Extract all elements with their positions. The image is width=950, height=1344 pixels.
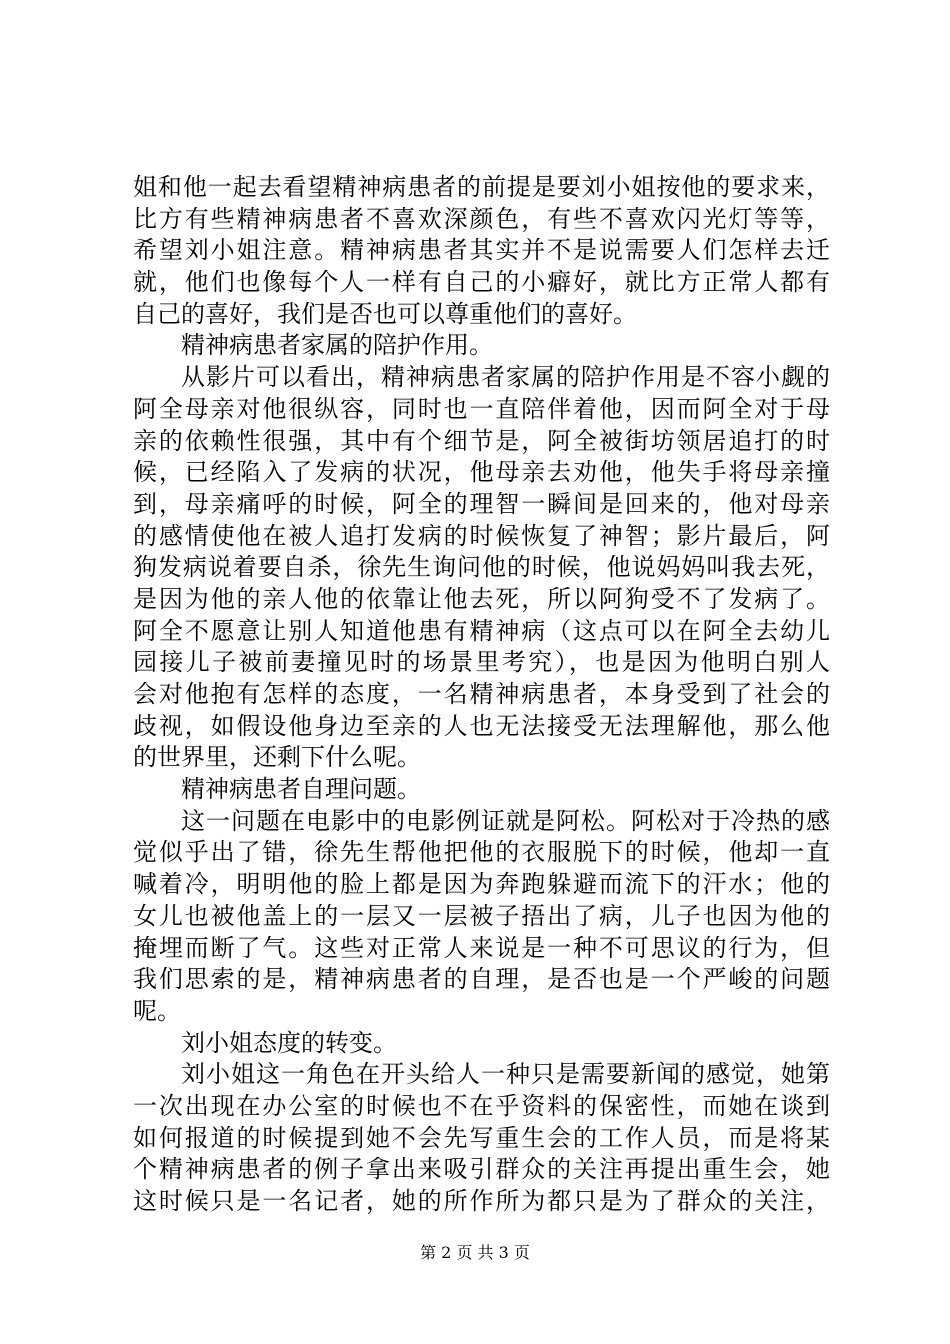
text-line: 姐和他一起去看望精神病患者的前提是要刘小姐按他的要求来，: [133, 173, 830, 201]
text-line: 就，他们也像每个人一样有自己的小癖好，就比方正常人都有: [133, 268, 830, 297]
text-line: 从影片可以看出，精神病患者家属的陪护作用是不容小觑的: [181, 363, 830, 392]
text-line: 歧视，如假设他身边至亲的人也无法接受无法理解他，那么他: [133, 711, 830, 740]
text-line: 比方有些精神病患者不喜欢深颜色，有些不喜欢闪光灯等等，: [133, 204, 830, 233]
text-line: 自己的喜好，我们是否也可以尊重他们的喜好。: [133, 299, 637, 328]
text-line: 阿全母亲对他很纵容，同时也一直陪伴着他，因而阿全对于母: [133, 394, 830, 423]
text-line: 狗发病说着要自杀，徐先生询问他的时候，他说妈妈叫我去死，: [133, 553, 830, 582]
text-line: 我们思索的是，精神病患者的自理，是否也是一个严峻的问题: [133, 965, 830, 994]
text-line: 精神病患者自理问题。: [181, 775, 421, 804]
text-line: 希望刘小姐注意。精神病患者其实并不是说需要人们怎样去迁: [133, 236, 830, 265]
text-line: 掩埋而断了气。这些对正常人来说是一种不可思议的行为，但: [133, 933, 830, 962]
document-body: [133, 172, 830, 1218]
text-line: 觉似乎出了错，徐先生帮他把他的衣服脱下的时候，他却一直: [133, 838, 830, 867]
text-line: 刘小姐态度的转变。: [181, 1028, 397, 1057]
page-footer: [0, 1243, 950, 1263]
text-line: 是因为他的亲人他的依靠让他去死，所以阿狗受不了发病了。: [133, 584, 830, 613]
text-line: 女儿也被他盖上的一层又一层被子捂出了病，儿子也因为他的: [133, 901, 830, 930]
text-line: 精神病患者家属的陪护作用。: [181, 331, 493, 360]
text-line: 园接儿子被前妻撞见时的场景里考究），也是因为他明白别人: [133, 648, 830, 677]
text-line: 亲的依赖性很强，其中有个细节是，阿全被街坊领居追打的时: [133, 426, 830, 455]
text-line: 到，母亲痛呼的时候，阿全的理智一瞬间是回来的，他对母亲: [133, 489, 830, 518]
page-number-label: 第 2 页 共 3 页: [420, 1243, 530, 1262]
text-line: 刘小姐这一角色在开头给人一种只是需要新闻的感觉，她第: [181, 1060, 830, 1089]
text-line: 呢。: [133, 996, 181, 1025]
text-line: 阿全不愿意让别人知道他患有精神病（这点可以在阿全去幼儿: [133, 616, 830, 645]
text-line: 会对他抱有怎样的态度，一名精神病患者，本身受到了社会的: [133, 680, 830, 708]
text-line: 候，已经陷入了发病的状况，他母亲去劝他，他失手将母亲撞: [133, 458, 830, 487]
text-line: 一次出现在办公室的时候也不在乎资料的保密性，而她在谈到: [133, 1091, 830, 1120]
text-line: 的世界里，还剩下什么呢。: [133, 743, 421, 772]
text-line: 喊着冷，明明他的脸上都是因为奔跑躲避而流下的汗水；他的: [133, 870, 830, 899]
text-line: 这一问题在电影中的电影例证就是阿松。阿松对于冷热的感: [181, 806, 830, 835]
text-line: 个精神病患者的例子拿出来吸引群众的关注再提出重生会，她: [133, 1155, 830, 1184]
text-line: 如何报道的时候提到她不会先写重生会的工作人员，而是将某: [133, 1123, 830, 1152]
text-line: 这时候只是一名记者，她的所作所为都只是为了群众的关注，: [133, 1187, 830, 1215]
text-line: 的感情使他在被人追打发病的时候恢复了神智；影片最后，阿: [133, 521, 830, 550]
